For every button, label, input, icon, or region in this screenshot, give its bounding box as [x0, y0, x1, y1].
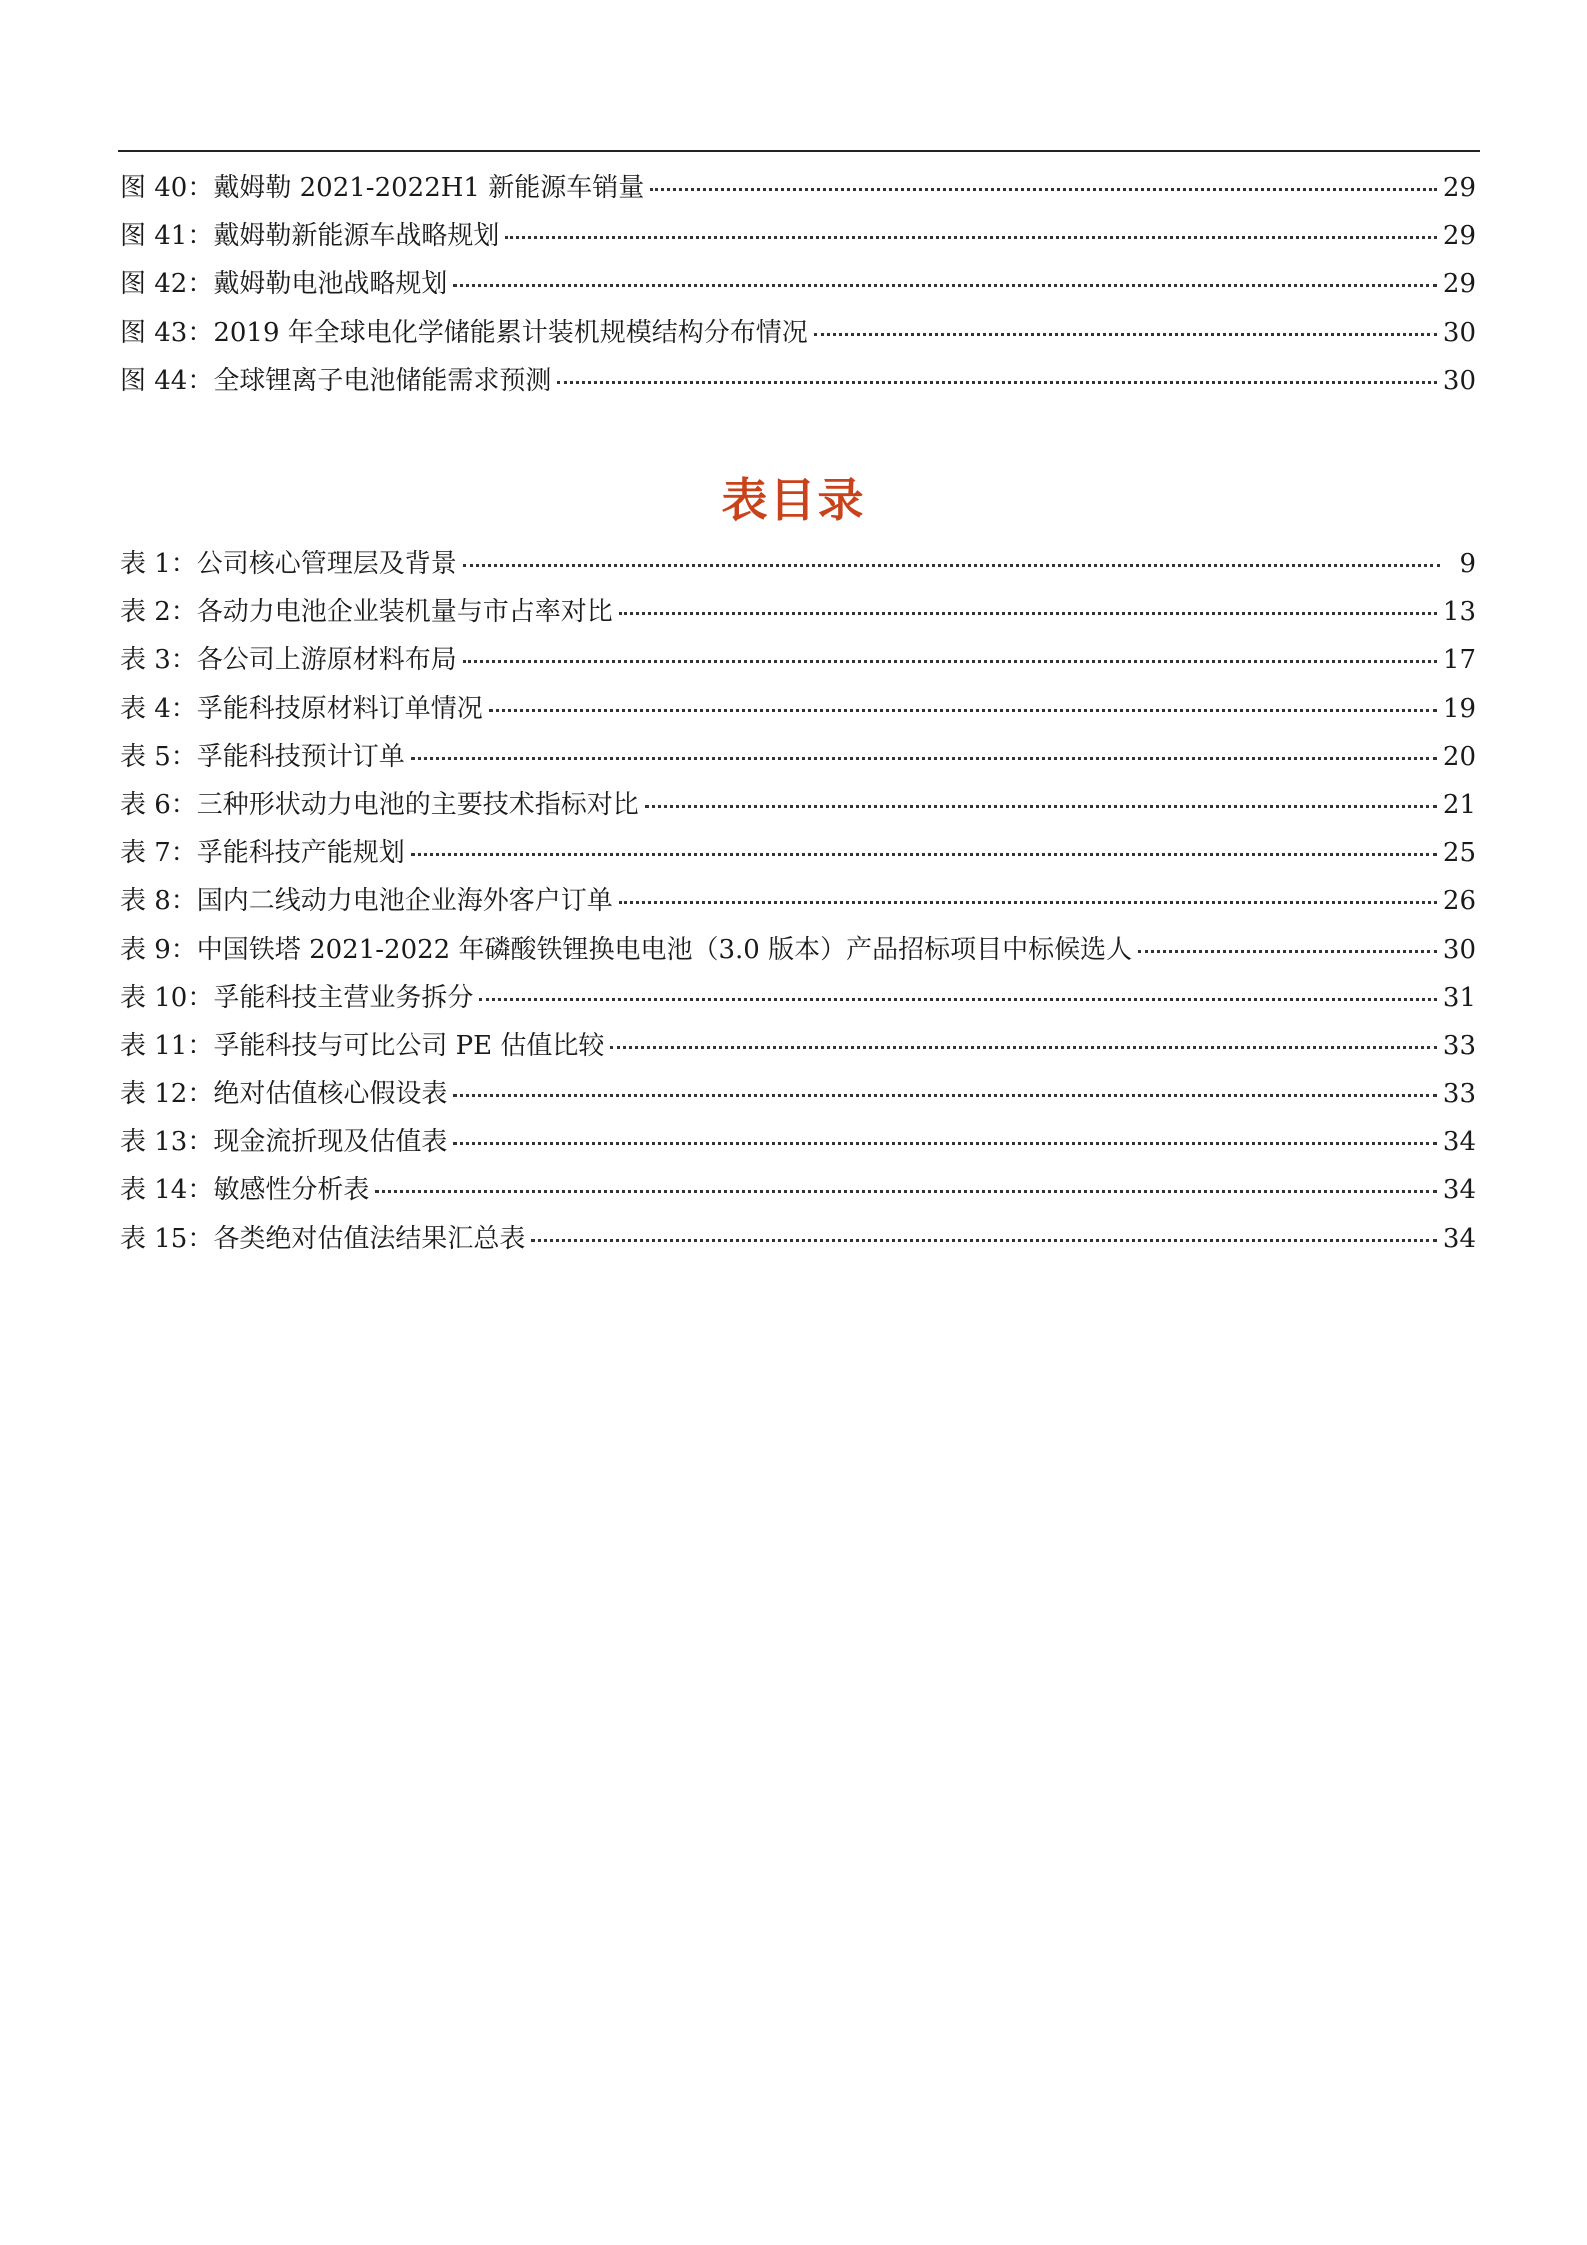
toc-entry-label: 表 15：各类绝对估值法结果汇总表: [120, 1223, 526, 1254]
toc-entry-page: 29: [1442, 269, 1476, 300]
dot-leader: [453, 1094, 1437, 1097]
toc-entry-label: 图 40：戴姆勒 2021-2022H1 新能源车销量: [120, 173, 645, 203]
toc-entry-page: 34: [1442, 1127, 1476, 1158]
toc-entry[interactable]: [120, 264, 1476, 312]
toc-entry-page: 30: [1442, 365, 1476, 396]
toc-entry-label: 图 44：全球锂离子电池储能需求预测: [120, 365, 552, 396]
toc-entry[interactable]: [120, 1026, 1476, 1074]
toc-entry-label: 表 8：国内二线动力电池企业海外客户订单: [120, 886, 613, 917]
toc-entry-page: 30: [1442, 317, 1476, 348]
dot-leader: [505, 236, 1437, 239]
toc-entry[interactable]: [120, 640, 1476, 688]
toc-entry-page: 19: [1442, 693, 1476, 724]
dot-leader: [411, 757, 1437, 760]
toc-entry-label: 表 1：公司核心管理层及背景: [120, 549, 457, 579]
dot-leader: [489, 709, 1437, 712]
dot-leader: [375, 1190, 1437, 1193]
dot-leader: [814, 333, 1437, 336]
toc-entry[interactable]: [120, 168, 1476, 216]
toc-entry-label: 表 7：孚能科技产能规划: [120, 838, 405, 869]
toc-entry-page: 29: [1442, 221, 1476, 252]
toc-entry-label: 表 3：各公司上游原材料布局: [120, 645, 457, 676]
toc-entry[interactable]: [120, 737, 1476, 785]
toc-entry[interactable]: [120, 1074, 1476, 1122]
toc-entry-label: 图 42：戴姆勒电池战略规划: [120, 269, 448, 300]
toc-entry-label: 表 10：孚能科技主营业务拆分: [120, 982, 474, 1013]
toc-entry[interactable]: [120, 544, 1476, 592]
header-rule: [118, 150, 1480, 152]
toc-entry-page: 26: [1442, 886, 1476, 917]
toc-entry-page: 34: [1442, 1223, 1476, 1254]
dot-leader: [619, 901, 1437, 904]
dot-leader: [463, 660, 1437, 663]
dot-leader: [645, 805, 1437, 808]
dot-leader: [453, 284, 1437, 287]
toc-entry-page: 17: [1442, 645, 1476, 676]
toc-entry-page: 33: [1442, 1079, 1476, 1110]
dot-leader: [463, 564, 1440, 567]
toc-entry[interactable]: [120, 313, 1476, 361]
toc-entry[interactable]: [120, 361, 1476, 409]
toc-entry-label: 表 9：中国铁塔 2021-2022 年磷酸铁锂换电电池（3.0 版本）产品招标项目中标候选人: [120, 934, 1133, 965]
dot-leader: [531, 1239, 1437, 1242]
toc-entry[interactable]: [120, 216, 1476, 264]
toc-entry-page: 33: [1442, 1030, 1476, 1061]
dot-leader: [411, 853, 1437, 856]
dot-leader: [557, 381, 1437, 384]
table-list: [120, 544, 1476, 1267]
toc-entry-label: 表 13：现金流折现及估值表: [120, 1127, 448, 1158]
toc-entry-page: 20: [1442, 741, 1476, 772]
toc-entry[interactable]: [120, 978, 1476, 1026]
toc-entry-label: 表 12：绝对估值核心假设表: [120, 1079, 448, 1110]
toc-entry-page: 30: [1442, 934, 1476, 965]
toc-entry-page: 9: [1459, 549, 1476, 579]
toc-entry[interactable]: [120, 881, 1476, 929]
toc-entry-page: 21: [1442, 789, 1476, 820]
figure-list: [120, 168, 1476, 409]
toc-entry-page: 34: [1442, 1175, 1476, 1206]
dot-leader: [479, 998, 1437, 1001]
toc-entry[interactable]: [120, 785, 1476, 833]
dot-leader: [453, 1142, 1437, 1145]
toc-entry-label: 表 4：孚能科技原材料订单情况: [120, 693, 483, 724]
toc-entry[interactable]: [120, 930, 1476, 978]
toc-entry[interactable]: [120, 833, 1476, 881]
toc-entry-page: 31: [1442, 982, 1476, 1013]
toc-entry[interactable]: [120, 689, 1476, 737]
toc-entry-label: 表 11：孚能科技与可比公司 PE 估值比较: [120, 1030, 605, 1061]
toc-entry-label: 表 14：敏感性分析表: [120, 1175, 370, 1206]
dot-leader: [1138, 950, 1437, 953]
dot-leader: [650, 188, 1437, 191]
toc-entry-label: 图 43：2019 年全球电化学储能累计装机规模结构分布情况: [120, 317, 808, 348]
toc-entry[interactable]: [120, 592, 1476, 640]
toc-entry[interactable]: [120, 1219, 1476, 1267]
table-list-heading: 表目录: [721, 473, 866, 527]
toc-entry-page: 13: [1442, 597, 1476, 628]
toc-entry-page: 25: [1442, 838, 1476, 869]
toc-entry-label: 表 2：各动力电池企业装机量与市占率对比: [120, 597, 613, 628]
toc-entry-page: 29: [1442, 173, 1476, 203]
toc-entry[interactable]: [120, 1122, 1476, 1170]
dot-leader: [619, 612, 1437, 615]
toc-entry-label: 表 5：孚能科技预计订单: [120, 741, 405, 772]
toc-entry-label: 表 6：三种形状动力电池的主要技术指标对比: [120, 789, 639, 820]
dot-leader: [610, 1046, 1437, 1049]
toc-entry[interactable]: [120, 1170, 1476, 1218]
toc-entry-label: 图 41：戴姆勒新能源车战略规划: [120, 221, 500, 252]
